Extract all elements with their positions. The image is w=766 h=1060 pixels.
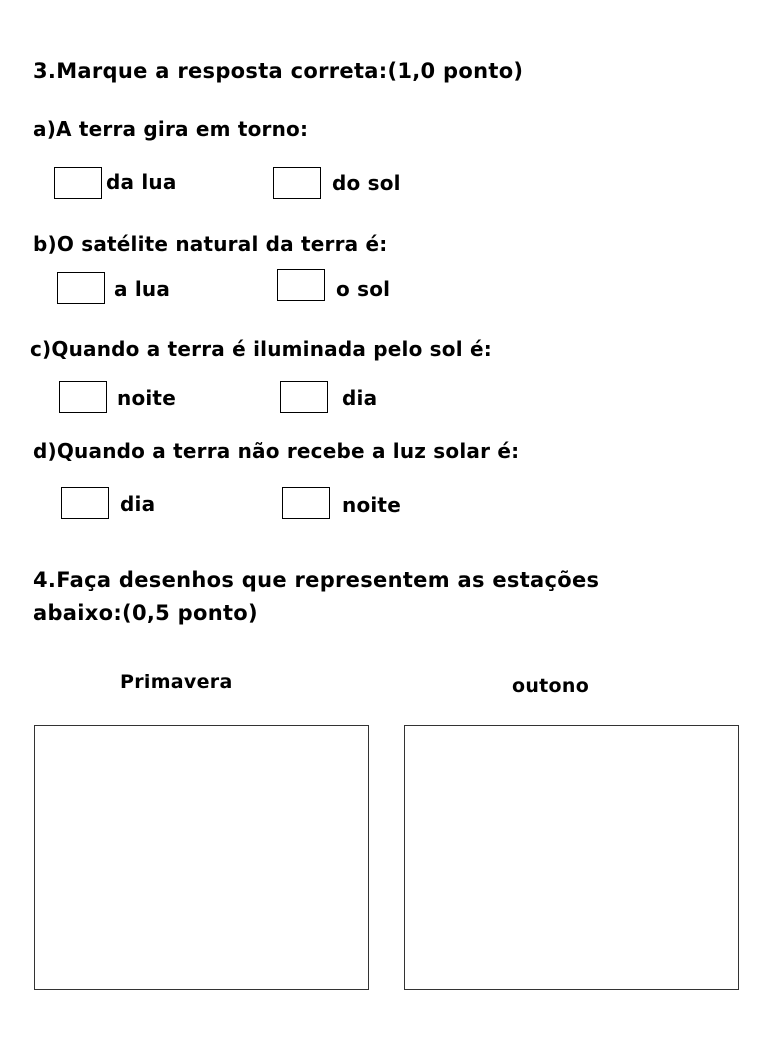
- question-a-text: a)A terra gira em torno:: [33, 117, 309, 141]
- answer-b-option-2-checkbox[interactable]: [277, 269, 325, 301]
- answer-c-option-1-label: noite: [117, 386, 176, 410]
- question-b-text: b)O satélite natural da terra é:: [33, 232, 388, 256]
- answer-d-option-2-checkbox[interactable]: [282, 487, 330, 519]
- answer-d-option-2-label: noite: [342, 493, 401, 517]
- answer-d-option-1-label: dia: [120, 492, 156, 516]
- answer-a-option-2-label: do sol: [332, 171, 401, 195]
- question-c-text: c)Quando a terra é iluminada pelo sol é:: [30, 337, 492, 361]
- question-4-heading-line-1: 4.Faça desenhos que representem as estações: [33, 568, 600, 592]
- answer-a-option-2-checkbox[interactable]: [273, 167, 321, 199]
- answer-c-option-1-checkbox[interactable]: [59, 381, 107, 413]
- answer-a-option-1-label: da lua: [106, 170, 177, 194]
- answer-b-option-1-label: a lua: [114, 277, 171, 301]
- season-label-primavera: Primavera: [120, 671, 233, 693]
- answer-d-option-1-checkbox[interactable]: [61, 487, 109, 519]
- primavera-drawing-area[interactable]: [34, 725, 369, 990]
- question-4-heading-line-2: abaixo:(0,5 ponto): [33, 601, 258, 625]
- answer-c-option-2-label: dia: [342, 386, 378, 410]
- outono-drawing-area[interactable]: [404, 725, 739, 990]
- answer-a-option-1-checkbox[interactable]: [54, 167, 102, 199]
- question-d-text: d)Quando a terra não recebe a luz solar é:: [33, 439, 520, 463]
- answer-b-option-2-label: o sol: [336, 277, 391, 301]
- season-label-outono: outono: [512, 675, 590, 697]
- answer-b-option-1-checkbox[interactable]: [57, 272, 105, 304]
- question-3-heading: 3.Marque a resposta correta:(1,0 ponto): [33, 59, 524, 83]
- answer-c-option-2-checkbox[interactable]: [280, 381, 328, 413]
